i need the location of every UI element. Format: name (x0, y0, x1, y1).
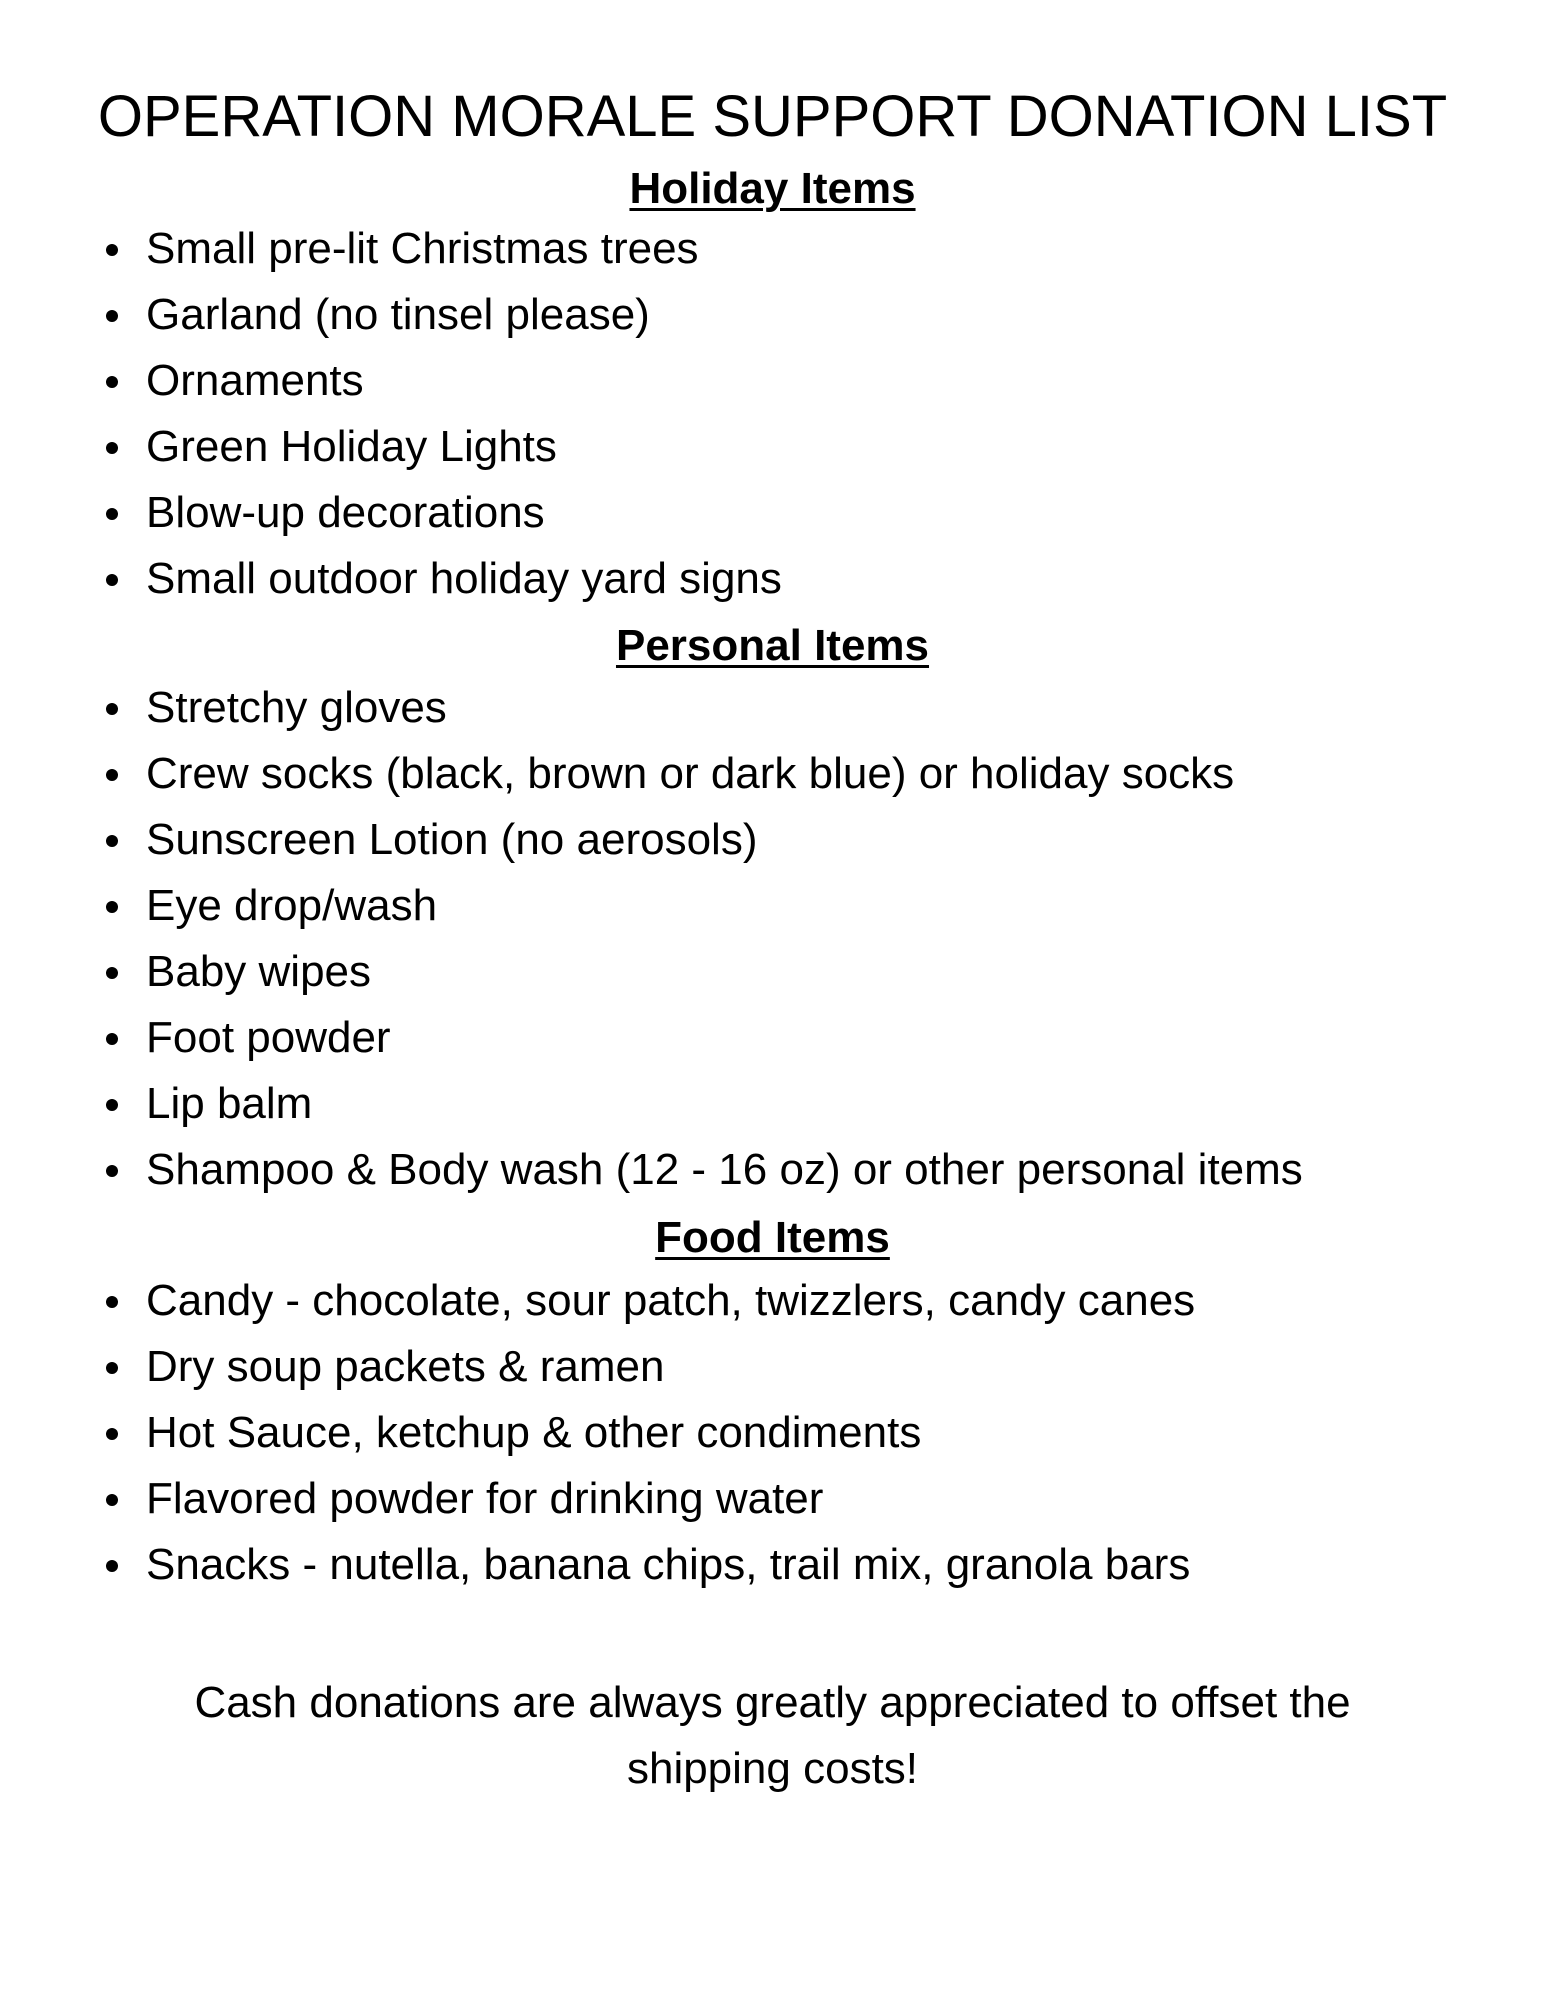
bullet-icon (106, 1165, 118, 1177)
list-item (0, 288, 1545, 354)
list-item-text: Ornaments (146, 356, 364, 405)
bullet-icon (106, 1033, 118, 1045)
bullet-icon (106, 508, 118, 520)
list-item (0, 420, 1545, 486)
list-item (0, 1143, 1545, 1209)
list-item (0, 1538, 1545, 1604)
holiday-items-list (0, 222, 1545, 618)
list-item-text: Hot Sauce, ketchup & other condiments (146, 1408, 922, 1457)
list-item (0, 552, 1545, 618)
list-item (0, 813, 1545, 879)
section-heading-personal: Personal Items (615, 621, 930, 670)
cash-donation-note: Cash donations are always greatly appreciated to offset the shipping costs! (194, 1678, 1351, 1793)
list-item (0, 1472, 1545, 1538)
list-item (0, 354, 1545, 420)
list-item-text: Flavored powder for drinking water (146, 1474, 824, 1523)
list-item (0, 486, 1545, 552)
food-items-list (0, 1274, 1545, 1604)
bullet-icon (106, 244, 118, 256)
list-item-text: Shampoo & Body wash (12 - 16 oz) or other personal items (146, 1145, 1303, 1194)
list-item-text: Candy - chocolate, sour patch, twizzlers, candy canes (146, 1276, 1196, 1325)
list-item-text: Garland (no tinsel please) (146, 290, 650, 339)
list-item-text: Stretchy gloves (146, 683, 447, 732)
list-item (0, 1011, 1545, 1077)
list-item-text: Eye drop/wash (146, 881, 438, 930)
bullet-icon (106, 1428, 118, 1440)
list-item (0, 1077, 1545, 1143)
list-item-text: Lip balm (146, 1079, 313, 1128)
bullet-icon (106, 1560, 118, 1572)
bullet-icon (106, 1362, 118, 1374)
page-title: OPERATION MORALE SUPPORT DONATION LIST (97, 84, 1448, 149)
bullet-icon (106, 1099, 118, 1111)
bullet-icon (106, 769, 118, 781)
bullet-icon (106, 901, 118, 913)
list-item-text: Dry soup packets & ramen (146, 1342, 665, 1391)
list-item-text: Small pre-lit Christmas trees (146, 224, 699, 273)
list-item-text: Sunscreen Lotion (no aerosols) (146, 815, 758, 864)
list-item-text: Small outdoor holiday yard signs (146, 554, 782, 603)
bullet-icon (106, 835, 118, 847)
section-heading-holiday: Holiday Items (629, 164, 916, 213)
section-heading-food: Food Items (655, 1213, 890, 1262)
list-item (0, 1340, 1545, 1406)
bullet-icon (106, 1296, 118, 1308)
bullet-icon (106, 310, 118, 322)
list-item (0, 681, 1545, 747)
bullet-icon (106, 574, 118, 586)
list-item (0, 747, 1545, 813)
bullet-icon (106, 967, 118, 979)
list-item-text: Crew socks (black, brown or dark blue) or holiday socks (146, 749, 1235, 798)
list-item-text: Baby wipes (146, 947, 372, 996)
list-item-text: Snacks - nutella, banana chips, trail mix, granola bars (146, 1540, 1191, 1589)
bullet-icon (106, 376, 118, 388)
bullet-icon (106, 442, 118, 454)
list-item-text: Foot powder (146, 1013, 391, 1062)
list-item (0, 945, 1545, 1011)
list-item-text: Blow-up decorations (146, 488, 545, 537)
bullet-icon (106, 703, 118, 715)
list-item-text: Green Holiday Lights (146, 422, 557, 471)
list-item (0, 1406, 1545, 1472)
list-item (0, 222, 1545, 288)
bullet-icon (106, 1494, 118, 1506)
list-item (0, 879, 1545, 945)
list-item (0, 1274, 1545, 1340)
personal-items-list (0, 681, 1545, 1209)
